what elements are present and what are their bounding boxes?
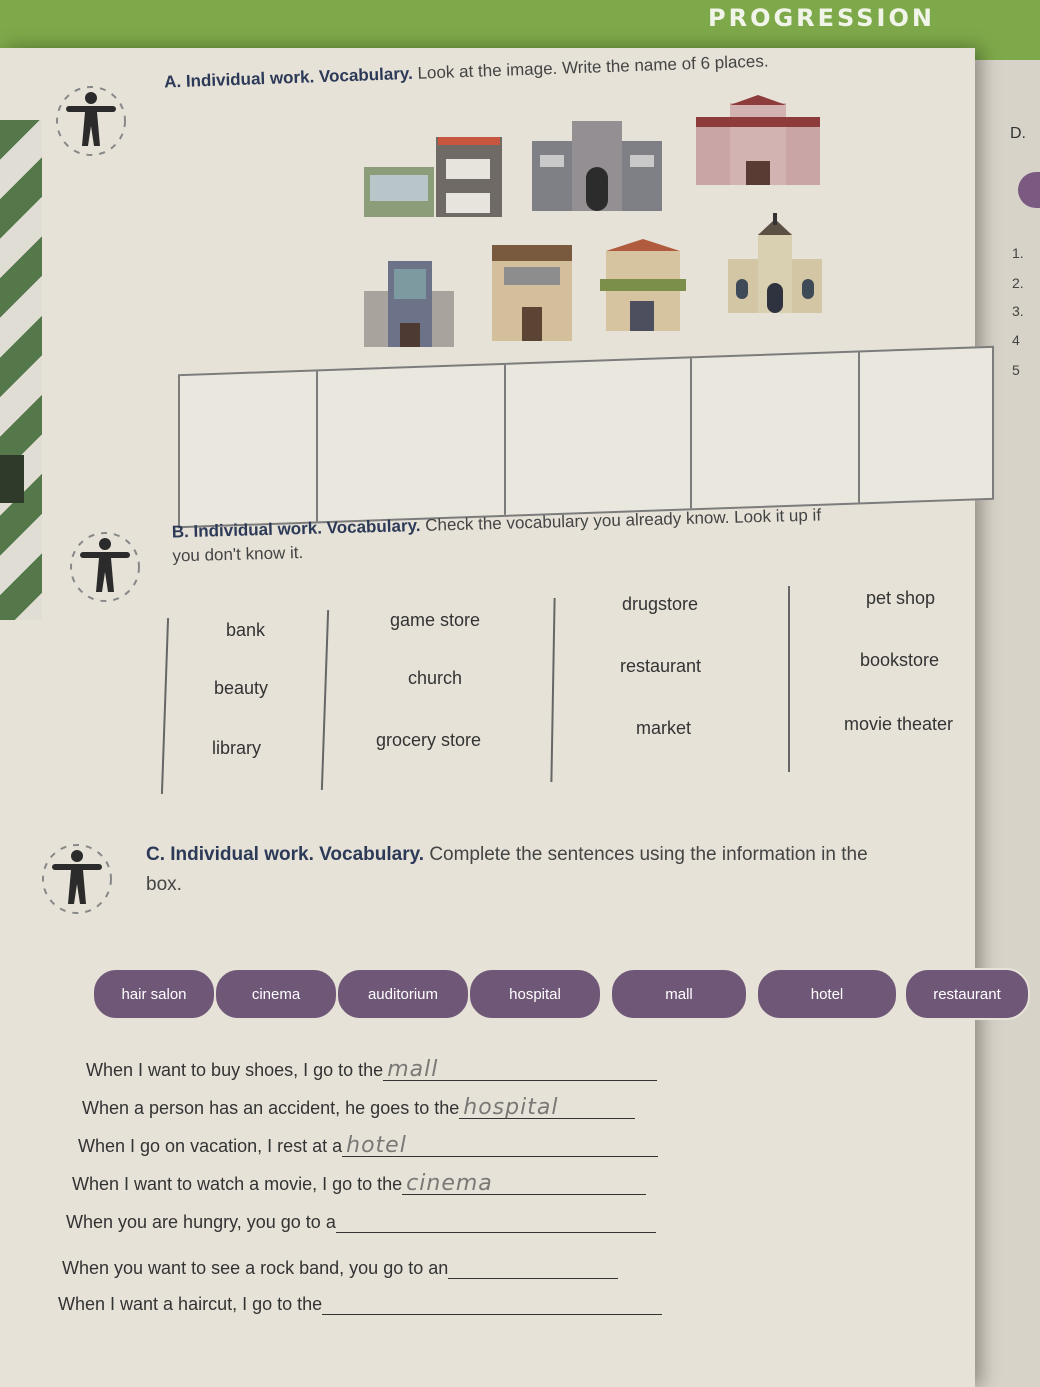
vocab-word[interactable]: beauty (214, 678, 269, 698)
section-c-title: C. Individual work. Vocabulary. (146, 844, 425, 865)
vocab-word[interactable]: bank (226, 620, 266, 640)
sentence (62, 1258, 618, 1279)
building-image (492, 245, 572, 341)
section-b-title: B. Individual work. Vocabulary. (171, 515, 421, 542)
section-a-instruction: Look at the image. Write the name of 6 places. (417, 51, 769, 83)
section-c-heading (146, 840, 976, 900)
right-page-number: 5 (1012, 362, 1020, 378)
building-image (600, 235, 686, 331)
building-image (728, 213, 822, 313)
column-divider (321, 610, 329, 790)
section-b-instruction: Check the vocabulary you already know. Look it up if (424, 505, 822, 535)
right-page-number: 1. (1012, 245, 1024, 261)
sentence (82, 1095, 635, 1120)
right-page-number: 2. (1012, 275, 1024, 291)
section-a-title: A. Individual work. Vocabulary. (163, 63, 414, 92)
individual-work-icon (38, 840, 116, 918)
vocabulary-grid (150, 590, 1000, 800)
handwritten-answer: mall (387, 1057, 439, 1082)
vocab-word[interactable]: library (212, 738, 262, 758)
side-tab (0, 455, 24, 503)
word-box-item[interactable]: restaurant (904, 968, 1030, 1020)
answer-cell[interactable] (504, 358, 692, 515)
vocab-word[interactable]: grocery store (376, 730, 482, 750)
answer-cell[interactable] (180, 371, 318, 526)
vocab-word[interactable]: game store (390, 610, 481, 630)
sentence-text: When I want a haircut, I go to the (58, 1294, 323, 1314)
sentence-text: When I want to buy shoes, I go to the (86, 1060, 384, 1080)
building-image (532, 121, 662, 211)
right-page-number: 4 (1012, 332, 1020, 348)
sentence-text: When I want to watch a movie, I go to the (72, 1174, 403, 1194)
vocab-word[interactable]: restaurant (620, 656, 702, 676)
vocab-word[interactable]: church (408, 668, 463, 688)
answer-blank[interactable] (383, 1057, 657, 1082)
building-image (364, 261, 454, 347)
word-box-item[interactable]: cinema (214, 968, 338, 1020)
vocab-word[interactable]: movie theater (844, 714, 954, 734)
answer-blank[interactable] (402, 1171, 646, 1196)
handwritten-answer: cinema (406, 1171, 493, 1196)
section-b-instruction-cont: you don't know it. (172, 543, 304, 566)
left-page-edge (0, 120, 42, 620)
answer-cell[interactable] (858, 348, 992, 503)
progression-label: PROGRESSION (708, 4, 935, 32)
sentence (86, 1057, 657, 1082)
building-image (364, 137, 504, 217)
sentence (78, 1133, 658, 1158)
right-page-number: 3. (1012, 303, 1024, 319)
word-box-item[interactable]: hair salon (92, 968, 216, 1020)
answer-blank[interactable] (336, 1214, 656, 1233)
word-box (92, 968, 1032, 1020)
answer-grid (178, 346, 994, 528)
vocab-word[interactable]: bookstore (860, 650, 940, 670)
handwritten-answer: hotel (346, 1133, 407, 1158)
answer-blank[interactable] (459, 1095, 635, 1120)
building-image (696, 95, 820, 185)
sentence-text: When you are hungry, you go to a (66, 1212, 336, 1232)
sentence-text: When a person has an accident, he goes to the (82, 1098, 460, 1118)
vocab-word[interactable]: pet shop (866, 588, 936, 608)
answer-cell[interactable] (316, 365, 506, 522)
sentence (66, 1212, 656, 1233)
answer-cell[interactable] (690, 352, 860, 508)
answer-blank[interactable] (342, 1133, 658, 1158)
vocab-word[interactable]: market (636, 718, 692, 738)
column-divider (161, 618, 169, 794)
column-divider (550, 598, 555, 782)
section-c-instruction-cont: box. (146, 874, 182, 895)
vocab-word[interactable]: drugstore (622, 594, 699, 614)
sentence (58, 1294, 662, 1315)
answer-blank[interactable] (448, 1260, 618, 1279)
word-box-item[interactable]: hotel (756, 968, 898, 1020)
sentence (72, 1171, 646, 1196)
answer-blank[interactable] (322, 1296, 662, 1315)
handwritten-answer: hospital (463, 1095, 559, 1120)
word-box-item[interactable]: auditorium (336, 968, 470, 1020)
individual-work-icon (52, 82, 130, 160)
sentence-text: When you want to see a rock band, you go to an (62, 1258, 449, 1278)
section-c-instruction: Complete the sentences using the information in the (429, 844, 868, 865)
right-page-letter: D. (1010, 125, 1026, 142)
building-images (360, 95, 830, 355)
individual-work-icon (66, 528, 144, 606)
word-box-item[interactable]: hospital (468, 968, 602, 1020)
word-box-item[interactable]: mall (610, 968, 748, 1020)
sentence-text: When I go on vacation, I rest at a (78, 1136, 343, 1156)
column-divider (788, 586, 790, 772)
